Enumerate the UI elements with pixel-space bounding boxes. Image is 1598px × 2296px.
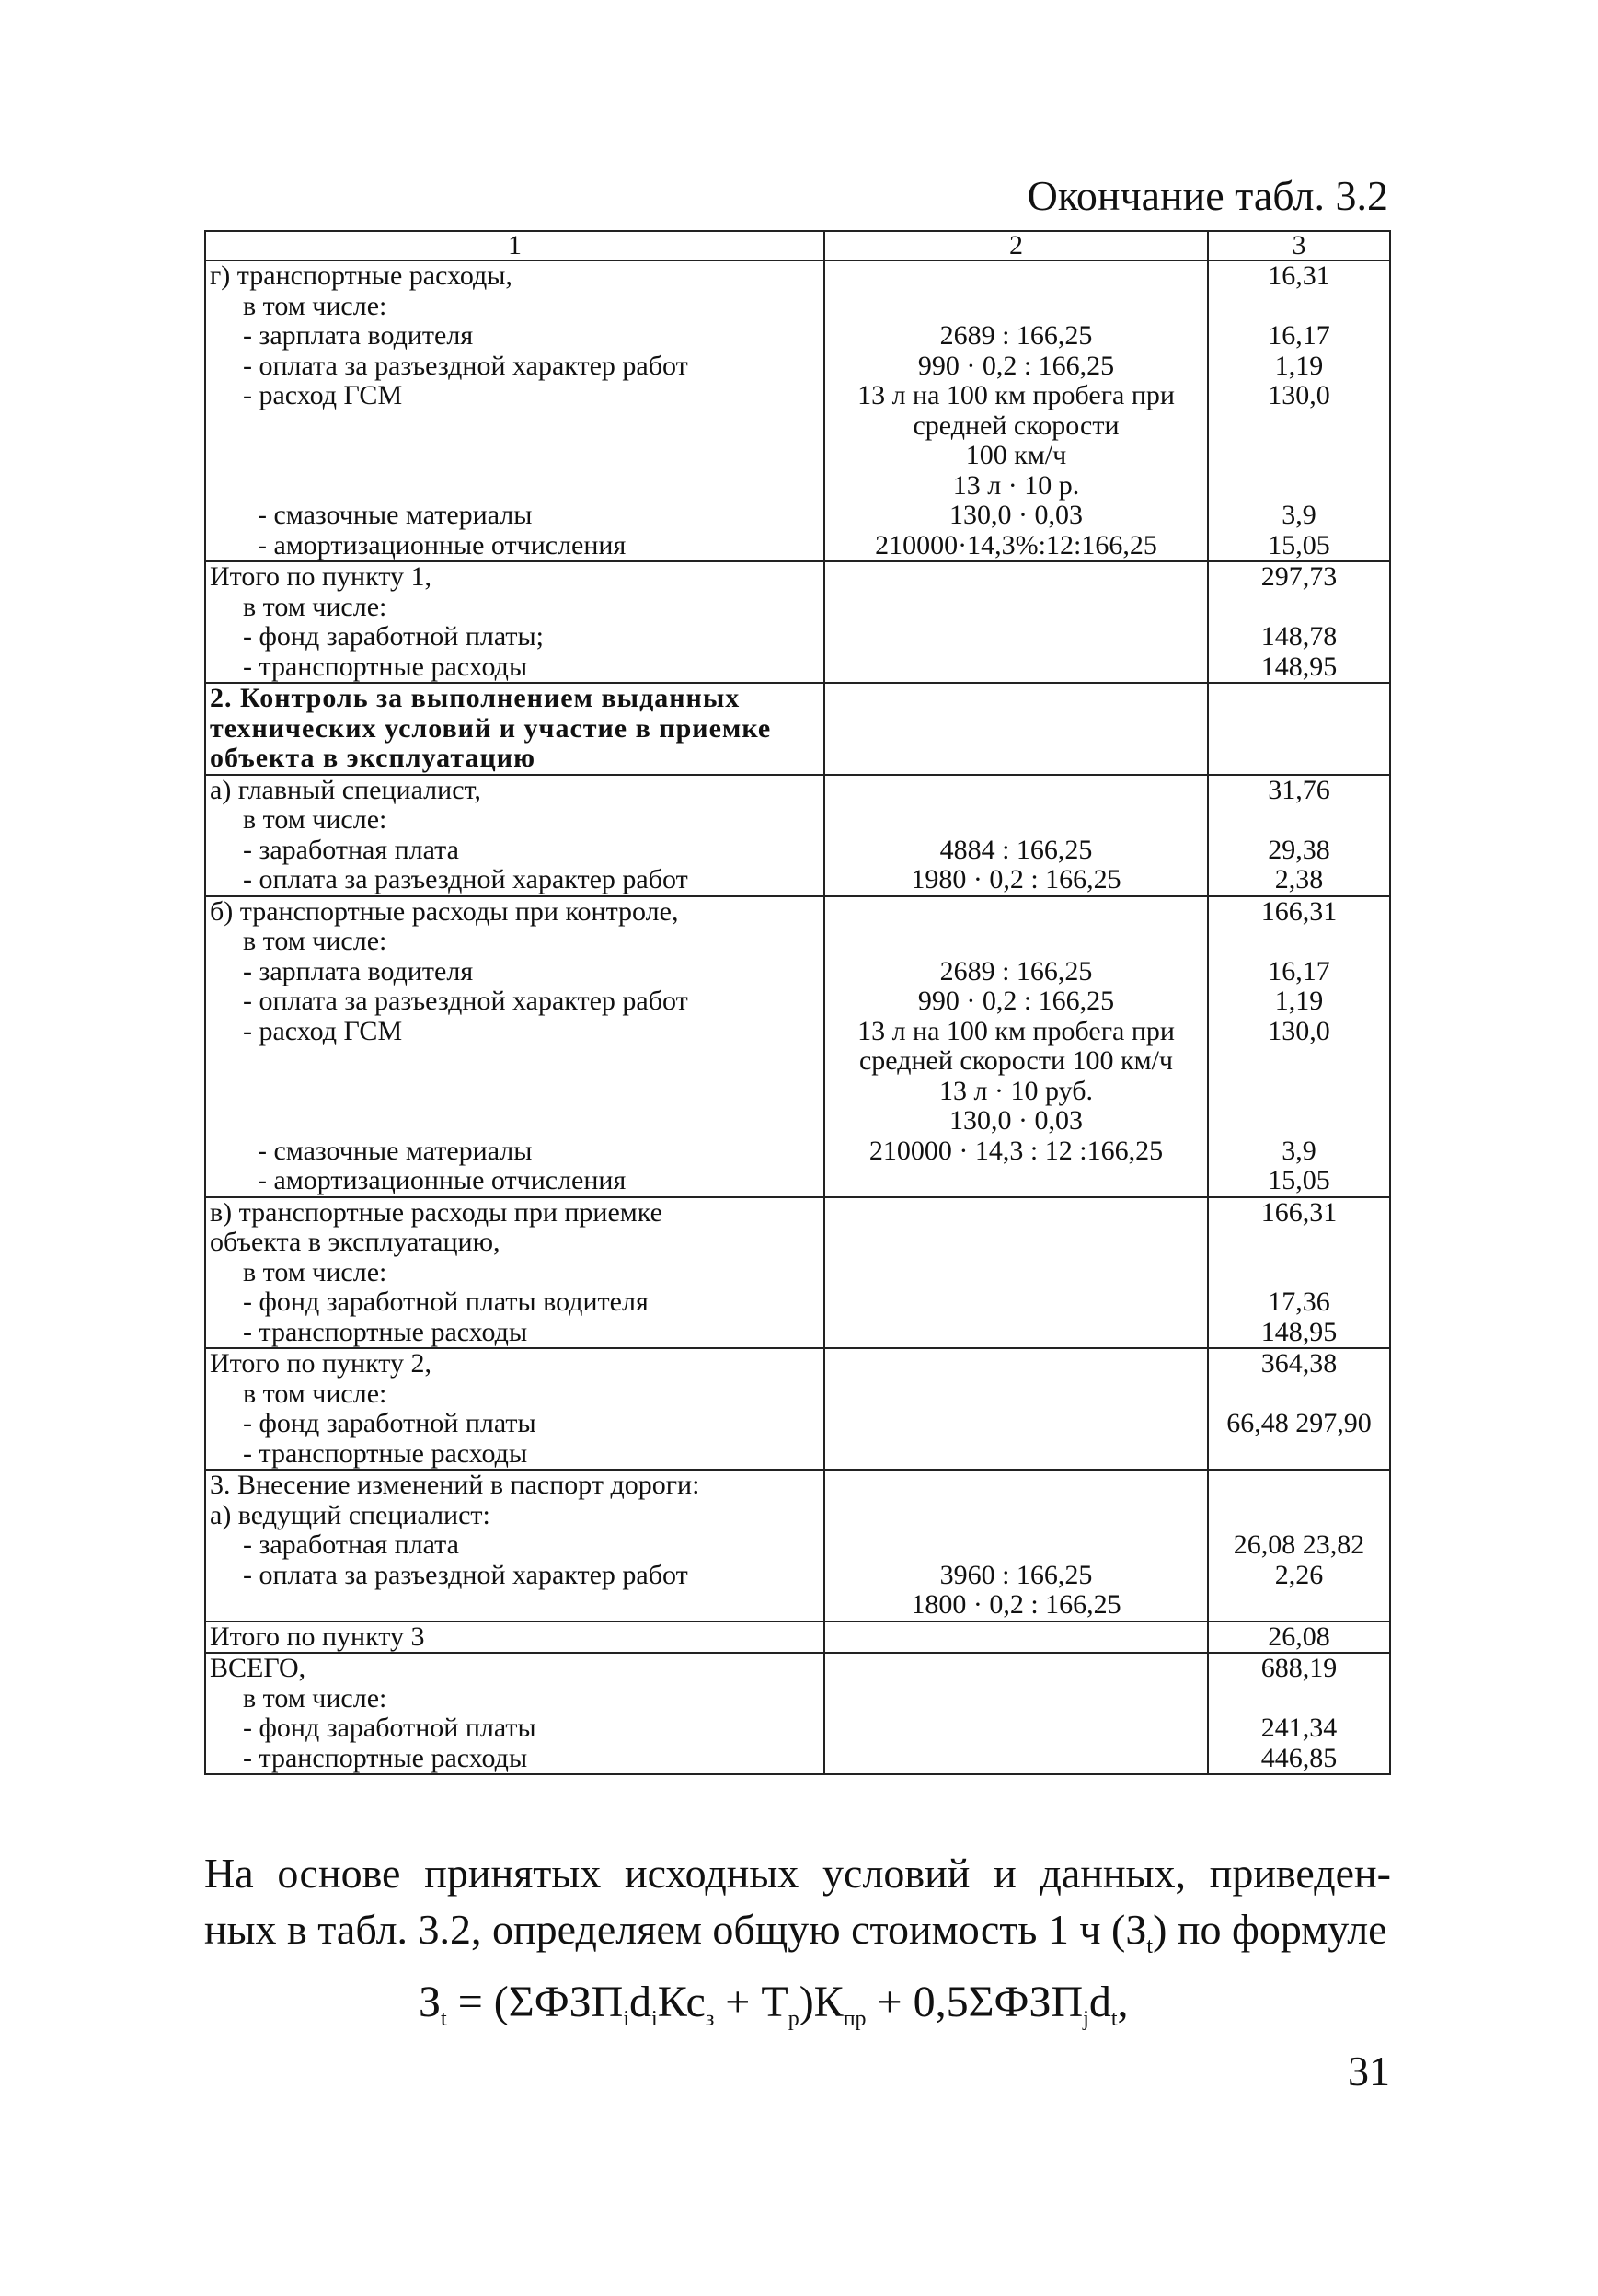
cell-line [829,897,1203,928]
cell-line: 13 л на 100 км пробега при [857,380,1175,410]
cell-line: объекта в эксплуатацию, [210,1227,500,1257]
cell-line [1213,714,1385,744]
cell-line: 210000 · 14,3 : 12 :166,25 [868,1135,1164,1166]
table-row [205,260,1390,561]
cell-line [1213,744,1385,774]
cell-line: 2,26 [1274,1559,1324,1590]
cell-line: - зарплата водителя [243,320,474,351]
column-header-1: 1 [205,231,824,260]
cell-line [1213,1590,1385,1621]
cell-line: в) транспортные расходы при приемке [210,1196,662,1228]
cell-line [1213,684,1385,714]
cell-line [1213,1106,1385,1136]
table-cell-col3 [1208,1653,1390,1774]
cell-line [829,1228,1203,1258]
page-number: 31 [1348,2048,1390,2094]
cell-line: 13 л · 10 р. [952,469,1080,501]
cell-line: 210000·14,3%:12:166,25 [875,529,1157,560]
cell-line [210,1590,820,1621]
cell-line [1213,805,1385,836]
cell-line: 1,19 [1274,986,1324,1016]
cell-line [829,562,1203,593]
cell-line: 31,76 [1268,774,1330,805]
cell-line: в том числе: [243,290,387,321]
cell-line: - смазочные материалы [258,500,533,530]
column-header-3: 3 [1208,231,1390,260]
cost-table [204,230,1391,1775]
cell-line: 1980 · 0,2 : 166,25 [911,864,1121,894]
cell-line: - фонд заработной платы [243,1408,536,1438]
cell-line: б) транспортные расходы при контроле, [210,895,679,927]
cell-line: Итого по пункту 2, [210,1348,431,1379]
cell-line [829,652,1203,683]
cell-line [829,744,1203,774]
table-header-row [205,231,1390,260]
table-cell-col1 [205,683,824,775]
table-cell-col2 [824,1621,1208,1654]
cell-line: а) главный специалист, [210,774,481,805]
cell-line: - расход ГСМ [243,1015,403,1046]
table-cell-col2 [824,260,1208,561]
cell-line: средней скорости [913,410,1120,441]
cell-line: а) ведущий специалист: [210,1499,490,1530]
cell-line [210,471,820,502]
cell-line [829,622,1203,652]
cell-line: 15,05 [1268,1165,1330,1195]
table-cell-col1 [205,896,824,1197]
table-cell-col1 [205,260,824,561]
column-header-2: 2 [824,231,1208,260]
table-cell-col2 [824,683,1208,775]
cell-line [1213,1471,1385,1501]
cell-line: 2689 : 166,25 [939,955,1093,986]
table-cell-col2 [824,896,1208,1197]
table-cell-col3 [1208,775,1390,896]
cell-line: 990 · 0,2 : 166,25 [917,350,1115,381]
table-cell-col1 [205,1653,824,1774]
cell-line: 16,17 [1268,955,1330,986]
table-cell-col1 [205,1348,824,1470]
cell-line: 100 км/ч [965,440,1067,470]
cell-line: 29,38 [1268,834,1330,865]
cell-line [829,1713,1203,1744]
cell-line: 1800 · 0,2 : 166,25 [911,1589,1121,1620]
cell-line: 16,17 [1268,320,1330,351]
cell-line [1213,471,1385,502]
cell-line: - амортизационные отчисления [258,1165,627,1195]
cell-line [1213,1501,1385,1531]
table-cell-col2 [824,561,1208,683]
cell-line: 297,73 [1260,561,1338,592]
cell-line: - оплата за разъездной характер работ [243,1559,688,1590]
cell-line: 15,05 [1268,529,1330,560]
cell-line [1213,1684,1385,1714]
table-cell-col2 [824,1348,1208,1470]
cell-line: 3,9 [1282,500,1316,530]
table-cell-col1 [205,1470,824,1621]
cell-line: в том числе: [243,804,387,835]
table-cell-col1 [205,775,824,896]
table-cell-col3 [1208,1621,1390,1654]
table-caption: Окончание табл. 3.2 [1027,172,1388,219]
cell-line: 66,48 297,90 [1226,1408,1372,1438]
cell-line [1213,292,1385,322]
cell-line [210,1106,820,1136]
cell-line: 16,31 [1268,260,1330,291]
table-cell-col2 [824,1197,1208,1349]
table-cell-col2 [824,1470,1208,1621]
cell-line [1213,927,1385,957]
cell-line [829,593,1203,623]
cell-line [829,1622,1203,1653]
cell-line [829,1198,1203,1229]
table-row [205,896,1390,1197]
cell-line [210,441,820,471]
paragraph-line-2: ных в табл. 3.2, определяем общую стоимость 1 ч $(З_t)$ по формуле [204,1906,1387,1959]
table-cell-col3 [1208,1197,1390,1349]
cell-line: 4884 : 166,25 [939,834,1093,865]
cell-line [829,292,1203,322]
cell-line: ВСЕГО, [210,1653,306,1683]
cell-line [210,411,820,442]
cell-line: - транспортные расходы [243,1742,528,1773]
cell-line [829,1471,1203,1501]
cell-line: - фонд заработной платы [243,1713,536,1743]
body-paragraph [204,1845,1391,1975]
table-cell-col2 [824,1653,1208,1774]
table-cell-col1 [205,1197,824,1349]
cell-line: - фонд заработной платы; [243,621,544,652]
table-row [205,775,1390,896]
table-row [205,1653,1390,1774]
cell-line [829,1501,1203,1531]
cell-line: 148,95 [1260,651,1338,682]
cell-line [829,261,1203,292]
cell-line: 13 л на 100 км пробега при [857,1015,1175,1046]
cell-line [829,776,1203,806]
cell-line: - смазочные материалы [258,1135,533,1166]
table-cell-col3 [1208,260,1390,561]
cell-line: - фонд заработной платы водителя [243,1286,649,1317]
cell-line [829,805,1203,836]
cell-line: 1,19 [1274,350,1324,381]
cell-line [1213,1228,1385,1258]
cell-line: в том числе: [243,1378,387,1409]
cell-line: 26,08 [1268,1621,1330,1652]
cell-line [1213,1077,1385,1107]
cell-line: - заработная плата [243,834,459,865]
cell-line: 364,38 [1260,1348,1338,1379]
cell-line: 130,0 · 0,03 [949,1105,1083,1136]
cell-line: 2,38 [1274,864,1324,894]
cell-line: в том числе: [243,1682,387,1713]
cell-line [829,1439,1203,1470]
table-cell-col3 [1208,896,1390,1197]
cell-line [829,1318,1203,1348]
cell-line: 13 л · 10 руб. [939,1075,1093,1106]
cell-line [829,927,1203,957]
cell-line [829,1258,1203,1288]
cell-line: 990 · 0,2 : 166,25 [917,986,1115,1016]
cell-line: 148,78 [1260,621,1338,652]
cell-line [210,1046,820,1077]
cell-line [829,1349,1203,1379]
cell-line [210,1077,820,1107]
table-row [205,1470,1390,1621]
table-cell-col3 [1208,683,1390,775]
cell-line [829,1744,1203,1774]
cell-line: - транспортные расходы [243,651,528,682]
cell-line [1213,593,1385,623]
cell-line: средней скорости 100 км/ч [858,1045,1173,1076]
cell-line [829,1654,1203,1684]
cell-line: 2689 : 166,25 [939,320,1093,351]
cell-line: 241,34 [1260,1713,1338,1743]
cell-line: 166,31 [1260,1196,1338,1228]
table-cell-col3 [1208,1348,1390,1470]
cell-line: 166,31 [1260,895,1338,927]
cell-line [829,714,1203,744]
cell-line: в том числе: [243,1256,387,1287]
cell-line: 130,0 [1268,380,1330,410]
cell-line: Итого по пункту 1, [210,561,431,592]
table-row [205,1621,1390,1654]
cell-line: г) транспортные расходы, [210,260,512,291]
cell-line: в том числе: [243,926,387,956]
cell-line [1213,441,1385,471]
cell-line [1213,1379,1385,1410]
cell-line: - транспортные расходы [243,1437,528,1469]
cell-line: технических условий и участие в приемке [210,712,772,744]
cell-line: 2. Контроль за выполнением выданных [210,683,741,713]
table-row [205,683,1390,775]
cell-line: 3,9 [1282,1135,1316,1166]
cell-line: - оплата за разъездной характер работ [243,986,688,1016]
cell-line: 130,0 [1268,1015,1330,1046]
cell-line: 688,19 [1260,1653,1338,1683]
cell-line: - заработная плата [243,1529,459,1560]
cell-line [829,1684,1203,1714]
table-cell-col3 [1208,561,1390,683]
table-row [205,561,1390,683]
cell-line: - оплата за разъездной характер работ [243,350,688,381]
cell-line [829,1530,1203,1561]
table-row [205,1348,1390,1470]
cell-line: 130,0 · 0,03 [949,500,1083,530]
cell-line [829,1287,1203,1318]
cell-line: 26,08 23,82 [1233,1529,1365,1560]
table-row [205,1197,1390,1349]
cell-line: объекта в эксплуатацию [210,743,536,773]
paragraph-line-1: На основе принятых исходных условий и данных, приведен- [204,1850,1391,1897]
cell-line [1213,1439,1385,1470]
cell-line: 148,95 [1260,1316,1338,1347]
cell-line [1213,411,1385,442]
cell-line: 3960 : 166,25 [939,1559,1093,1590]
cell-line: - расход ГСМ [243,380,403,410]
cell-line [829,1379,1203,1410]
cell-line [1213,1258,1385,1288]
cell-line [829,684,1203,714]
table-cell-col1 [205,1621,824,1654]
cell-line: в том числе: [243,591,387,622]
table-cell-col2 [824,775,1208,896]
cell-line: - зарплата водителя [243,955,474,986]
cell-line: Итого по пункту 3 [210,1621,425,1652]
cell-line: - транспортные расходы [243,1316,528,1347]
cell-line: - амортизационные отчисления [258,529,627,560]
cell-line: 3. Внесение изменений в паспорт дороги: [210,1470,700,1500]
cell-line: 17,36 [1268,1286,1330,1317]
cell-line [829,1166,1203,1196]
cell-line: 446,85 [1260,1742,1338,1773]
table-cell-col3 [1208,1470,1390,1621]
cell-line [1213,1046,1385,1077]
cost-formula: $З_t = (\Sigma ФЗП_id_iКс_з + Т_р)К_{пр} + 0,5\Sigma ФЗП_jd_t$, [419,1978,1129,2031]
cell-line [829,1409,1203,1439]
table-cell-col1 [205,561,824,683]
cell-line: - оплата за разъездной характер работ [243,864,688,894]
